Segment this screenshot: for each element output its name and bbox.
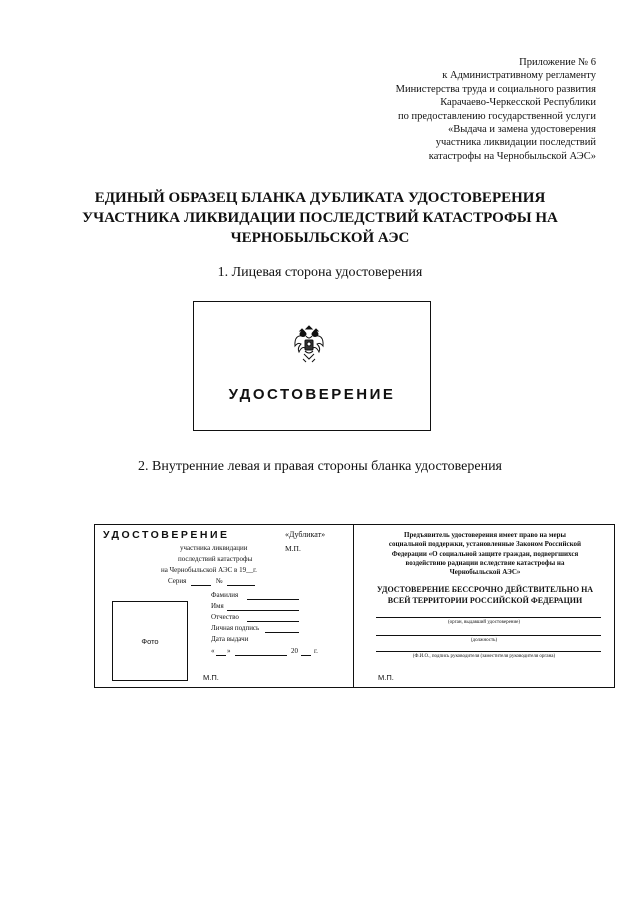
series-blank (191, 585, 211, 586)
title-line: ЧЕРНОБЫЛЬСКОЙ АЭС (230, 230, 410, 246)
validity-line: ВСЕЙ ТЕРРИТОРИИ РОССИЙСКОЙ ФЕДЕРАЦИИ (387, 595, 583, 605)
field-surname: Фамилия (211, 591, 239, 599)
field-patronymic: Отчество (211, 613, 239, 621)
stamp-place-right: М.П. (378, 673, 394, 682)
front-title: УДОСТОВЕРЕНИЕ (228, 386, 396, 403)
surname-blank (247, 599, 299, 600)
name-blank (227, 610, 299, 611)
date-quote-close: » (227, 647, 231, 655)
series-label: Серия (168, 577, 187, 585)
validity-line: УДОСТОВЕРЕНИЕ БЕССРОЧНО ДЕЙСТВИТЕЛЬНО НА (376, 585, 594, 594)
document-title (60, 188, 580, 248)
title-line: ЕДИНЫЙ ОБРАЗЕЦ БЛАНКА ДУБЛИКАТА УДОСТОВЕРЕНИЯ (94, 190, 546, 206)
title-line: УЧАСТНИКА ЛИКВИДАЦИИ ПОСЛЕДСТВИЙ КАТАСТРОФЫ НА (82, 210, 558, 226)
rights-line: воздействию радиации вследствие катастрофы на (405, 558, 565, 567)
field-signature: Личная подпись (211, 624, 260, 632)
certificate-front-side (193, 301, 431, 431)
appendix-line: «Выдача и замена удостоверения (447, 124, 596, 136)
duplicate-mark: «Дубликат» (285, 530, 326, 539)
field-name: Имя (211, 602, 224, 610)
position-caption: (должность) (470, 638, 498, 643)
photo-box (112, 601, 188, 681)
validity-text (362, 585, 608, 606)
field-issue-date: Дата выдачи (211, 635, 249, 643)
participant-line: участника ликвидации (180, 544, 248, 552)
rights-line: социальной поддержки, установленные Законом Российской (388, 540, 582, 549)
appendix-line: Приложение № 6 (519, 57, 596, 68)
head-signature-line (376, 651, 601, 652)
issuer-line (376, 617, 601, 618)
inner-right-side (354, 525, 614, 687)
stamp-place-bottom: М.П. (203, 673, 219, 682)
section1-heading: 1. Лицевая сторона удостоверения (217, 265, 423, 280)
date-year: 20 (291, 647, 298, 655)
appendix-line: катастрофы на Чернобыльской АЭС» (428, 150, 596, 162)
photo-label: Фото (141, 637, 159, 646)
consequences-line: последствий катастрофы (178, 555, 253, 563)
rights-text (364, 531, 606, 577)
certificate-inner-sides (94, 524, 615, 688)
issuer-caption: (орган, выдавший удостоверение) (447, 620, 521, 625)
appendix-line: Министерства труда и социального развития (395, 83, 596, 95)
number-label: № (216, 577, 223, 585)
stamp-place-top: М.П. (285, 544, 301, 553)
date-day-blank (216, 655, 226, 656)
signature-blank (265, 632, 299, 633)
date-quote-open: « (211, 647, 215, 655)
rights-line: Предъявитель удостоверения имеет право на меры (404, 531, 566, 539)
patronymic-blank (247, 621, 299, 622)
section2-heading: 2. Внутренние левая и правая стороны бланка удостоверения (137, 459, 502, 474)
russian-coat-of-arms-icon (292, 324, 326, 364)
chernobyl-year-line: на Чернобыльской АЭС в 19__г. (161, 566, 257, 574)
appendix-line: к Административному регламенту (442, 70, 596, 82)
date-year-blank (301, 655, 311, 656)
position-line (376, 635, 601, 636)
date-year-suffix: г. (314, 647, 318, 655)
appendix-line: по предоставлению государственной услуги (398, 110, 596, 122)
appendix-block (336, 56, 596, 163)
date-month-blank (235, 655, 287, 656)
number-blank (227, 585, 255, 586)
rights-line: Федерации «О социальной защите граждан, подвергшихся (391, 549, 579, 558)
appendix-line: Карачаево-Черкесской Республики (440, 97, 596, 109)
head-signature-caption: (Ф.И.О., подпись руководителя (заместителя руководителя органа) (412, 654, 556, 659)
rights-line: Чернобыльской АЭС» (449, 568, 521, 577)
inner-left-title: УДОСТОВЕРЕНИЕ (103, 529, 230, 541)
appendix-line: участника ликвидации последствий (435, 137, 596, 149)
